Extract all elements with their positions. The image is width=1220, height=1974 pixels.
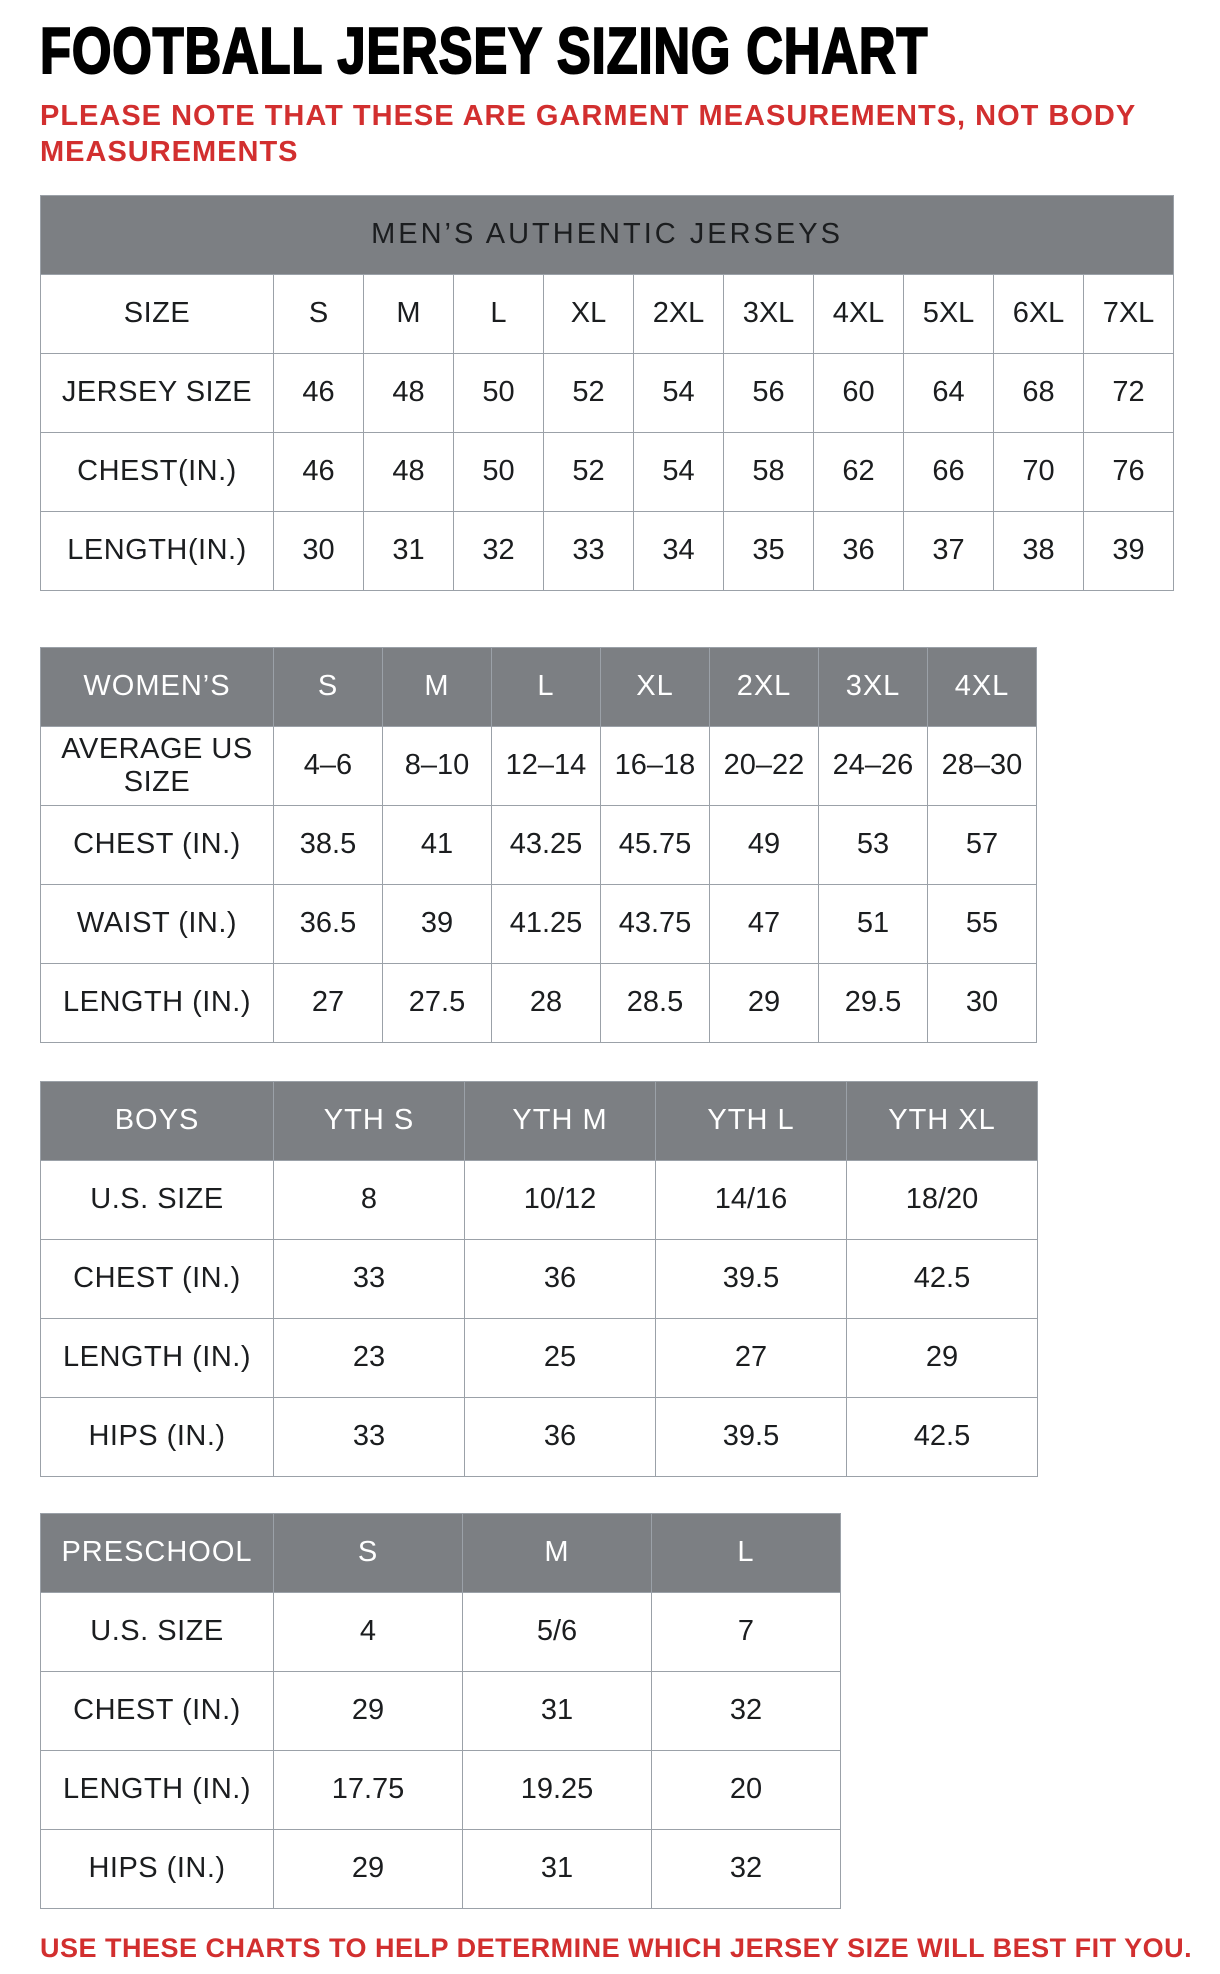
womens-cell: 4–6 xyxy=(274,727,383,806)
mens-cell: L xyxy=(454,275,544,354)
womens-cell: 24–26 xyxy=(819,727,928,806)
mens-cell: 7XL xyxy=(1084,275,1174,354)
preschool-row xyxy=(41,1672,841,1751)
boys-row-label: LENGTH (IN.) xyxy=(41,1319,274,1398)
mens-cell: 5XL xyxy=(904,275,994,354)
mens-cell: 66 xyxy=(904,433,994,512)
womens-cell: 28.5 xyxy=(601,964,710,1043)
womens-header-label: WOMEN’S xyxy=(41,648,274,727)
mens-cell: S xyxy=(274,275,364,354)
preschool-cell: 4 xyxy=(274,1593,463,1672)
mens-cell: 37 xyxy=(904,512,994,591)
womens-cell: 57 xyxy=(928,806,1037,885)
boys-cell: 8 xyxy=(274,1161,465,1240)
womens-row xyxy=(41,885,1037,964)
mens-cell: 54 xyxy=(634,433,724,512)
preschool-row-label: HIPS (IN.) xyxy=(41,1830,274,1909)
womens-cell: 20–22 xyxy=(710,727,819,806)
womens-header-cell: M xyxy=(383,648,492,727)
mens-cell: 6XL xyxy=(994,275,1084,354)
preschool-cell: 29 xyxy=(274,1830,463,1909)
womens-cell: 45.75 xyxy=(601,806,710,885)
mens-cell: 60 xyxy=(814,354,904,433)
boys-cell: 27 xyxy=(656,1319,847,1398)
womens-row-label: WAIST (IN.) xyxy=(41,885,274,964)
womens-cell: 43.25 xyxy=(492,806,601,885)
womens-header-cell: XL xyxy=(601,648,710,727)
mens-cell: 31 xyxy=(364,512,454,591)
mens-cell: 76 xyxy=(1084,433,1174,512)
boys-row xyxy=(41,1398,1038,1477)
mens-cell: 36 xyxy=(814,512,904,591)
boys-jerseys-table xyxy=(40,1081,1038,1477)
preschool-cell: 19.25 xyxy=(463,1751,652,1830)
womens-header-cell: 3XL xyxy=(819,648,928,727)
preschool-cell: 20 xyxy=(652,1751,841,1830)
womens-cell: 27.5 xyxy=(383,964,492,1043)
boys-row xyxy=(41,1240,1038,1319)
mens-cell: 52 xyxy=(544,433,634,512)
mens-cell: 4XL xyxy=(814,275,904,354)
mens-cell: 3XL xyxy=(724,275,814,354)
mens-cell: 48 xyxy=(364,354,454,433)
preschool-cell: 29 xyxy=(274,1672,463,1751)
boys-header-cell: YTH S xyxy=(274,1082,465,1161)
womens-cell: 29.5 xyxy=(819,964,928,1043)
womens-row-label: LENGTH (IN.) xyxy=(41,964,274,1043)
boys-cell: 25 xyxy=(465,1319,656,1398)
boys-header-cell: YTH L xyxy=(656,1082,847,1161)
womens-cell: 55 xyxy=(928,885,1037,964)
preschool-row xyxy=(41,1751,841,1830)
preschool-cell: 31 xyxy=(463,1830,652,1909)
preschool-header-label: PRESCHOOL xyxy=(41,1514,274,1593)
womens-cell: 27 xyxy=(274,964,383,1043)
mens-cell: 52 xyxy=(544,354,634,433)
boys-row-label: HIPS (IN.) xyxy=(41,1398,274,1477)
preschool-cell: 32 xyxy=(652,1672,841,1751)
mens-cell: 72 xyxy=(1084,354,1174,433)
mens-cell: 70 xyxy=(994,433,1084,512)
preschool-cell: 31 xyxy=(463,1672,652,1751)
boys-cell: 33 xyxy=(274,1398,465,1477)
mens-cell: 30 xyxy=(274,512,364,591)
womens-cell: 53 xyxy=(819,806,928,885)
boys-row xyxy=(41,1319,1038,1398)
boys-header-row xyxy=(41,1082,1038,1161)
mens-cell: 46 xyxy=(274,433,364,512)
womens-cell: 43.75 xyxy=(601,885,710,964)
mens-cell: 2XL xyxy=(634,275,724,354)
boys-header-cell: YTH M xyxy=(465,1082,656,1161)
mens-row xyxy=(41,275,1174,354)
womens-row-label: AVERAGE US SIZE xyxy=(41,727,274,806)
womens-cell: 16–18 xyxy=(601,727,710,806)
womens-header-cell: S xyxy=(274,648,383,727)
preschool-row-label: CHEST (IN.) xyxy=(41,1672,274,1751)
womens-cell: 51 xyxy=(819,885,928,964)
womens-cell: 39 xyxy=(383,885,492,964)
mens-cell: 58 xyxy=(724,433,814,512)
mens-row xyxy=(41,354,1174,433)
womens-cell: 8–10 xyxy=(383,727,492,806)
womens-row xyxy=(41,806,1037,885)
mens-cell: 64 xyxy=(904,354,994,433)
boys-cell: 18/20 xyxy=(847,1161,1038,1240)
mens-cell: 33 xyxy=(544,512,634,591)
boys-cell: 14/16 xyxy=(656,1161,847,1240)
womens-cell: 38.5 xyxy=(274,806,383,885)
preschool-row-label: LENGTH (IN.) xyxy=(41,1751,274,1830)
boys-cell: 33 xyxy=(274,1240,465,1319)
womens-cell: 41.25 xyxy=(492,885,601,964)
mens-banner-row xyxy=(41,196,1174,275)
preschool-cell: 7 xyxy=(652,1593,841,1672)
womens-jerseys-table xyxy=(40,647,1037,1043)
preschool-row xyxy=(41,1593,841,1672)
preschool-jerseys-table xyxy=(40,1513,841,1909)
womens-cell: 28–30 xyxy=(928,727,1037,806)
mens-cell: 54 xyxy=(634,354,724,433)
preschool-row xyxy=(41,1830,841,1909)
mens-cell: 46 xyxy=(274,354,364,433)
boys-cell: 39.5 xyxy=(656,1398,847,1477)
boys-row-label: U.S. SIZE xyxy=(41,1161,274,1240)
mens-cell: 62 xyxy=(814,433,904,512)
womens-header-row xyxy=(41,648,1037,727)
boys-cell: 10/12 xyxy=(465,1161,656,1240)
preschool-header-cell: S xyxy=(274,1514,463,1593)
boys-row xyxy=(41,1161,1038,1240)
womens-row xyxy=(41,727,1037,806)
mens-cell: 68 xyxy=(994,354,1084,433)
fit-advice-note: USE THESE CHARTS TO HELP DETERMINE WHICH JERSEY SIZE WILL BEST FIT YOU. xyxy=(40,1933,1193,1963)
mens-row xyxy=(41,512,1174,591)
womens-cell: 41 xyxy=(383,806,492,885)
mens-cell: 34 xyxy=(634,512,724,591)
womens-cell: 28 xyxy=(492,964,601,1043)
preschool-header-cell: L xyxy=(652,1514,841,1593)
mens-cell: 32 xyxy=(454,512,544,591)
mens-row-label: CHEST(IN.) xyxy=(41,433,274,512)
womens-header-cell: L xyxy=(492,648,601,727)
boys-header-cell: YTH XL xyxy=(847,1082,1038,1161)
mens-row-label: SIZE xyxy=(41,275,274,354)
mens-jerseys-table xyxy=(40,195,1174,591)
boys-row-label: CHEST (IN.) xyxy=(41,1240,274,1319)
mens-cell: M xyxy=(364,275,454,354)
boys-cell: 42.5 xyxy=(847,1398,1038,1477)
preschool-row-label: U.S. SIZE xyxy=(41,1593,274,1672)
preschool-cell: 17.75 xyxy=(274,1751,463,1830)
womens-cell: 29 xyxy=(710,964,819,1043)
mens-cell: 56 xyxy=(724,354,814,433)
preschool-cell: 32 xyxy=(652,1830,841,1909)
preschool-header-row xyxy=(41,1514,841,1593)
measurement-note: PLEASE NOTE THAT THESE ARE GARMENT MEASUREMENTS, NOT BODY MEASUREMENTS xyxy=(40,100,1136,168)
mens-row-label: LENGTH(IN.) xyxy=(41,512,274,591)
boys-cell: 29 xyxy=(847,1319,1038,1398)
mens-cell: 48 xyxy=(364,433,454,512)
mens-row-label: JERSEY SIZE xyxy=(41,354,274,433)
mens-table-title: MEN’S AUTHENTIC JERSEYS xyxy=(41,196,1174,275)
womens-row xyxy=(41,964,1037,1043)
page-title: FOOTBALL JERSEY SIZING CHART xyxy=(40,15,929,88)
mens-cell: 35 xyxy=(724,512,814,591)
mens-cell: 38 xyxy=(994,512,1084,591)
womens-header-cell: 4XL xyxy=(928,648,1037,727)
mens-cell: XL xyxy=(544,275,634,354)
mens-cell: 39 xyxy=(1084,512,1174,591)
mens-row xyxy=(41,433,1174,512)
boys-header-label: BOYS xyxy=(41,1082,274,1161)
womens-cell: 49 xyxy=(710,806,819,885)
womens-cell: 36.5 xyxy=(274,885,383,964)
preschool-cell: 5/6 xyxy=(463,1593,652,1672)
mens-cell: 50 xyxy=(454,354,544,433)
womens-cell: 47 xyxy=(710,885,819,964)
boys-cell: 36 xyxy=(465,1240,656,1319)
womens-row-label: CHEST (IN.) xyxy=(41,806,274,885)
boys-cell: 23 xyxy=(274,1319,465,1398)
boys-cell: 36 xyxy=(465,1398,656,1477)
womens-cell: 12–14 xyxy=(492,727,601,806)
preschool-header-cell: M xyxy=(463,1514,652,1593)
boys-cell: 39.5 xyxy=(656,1240,847,1319)
womens-cell: 30 xyxy=(928,964,1037,1043)
womens-header-cell: 2XL xyxy=(710,648,819,727)
boys-cell: 42.5 xyxy=(847,1240,1038,1319)
mens-cell: 50 xyxy=(454,433,544,512)
